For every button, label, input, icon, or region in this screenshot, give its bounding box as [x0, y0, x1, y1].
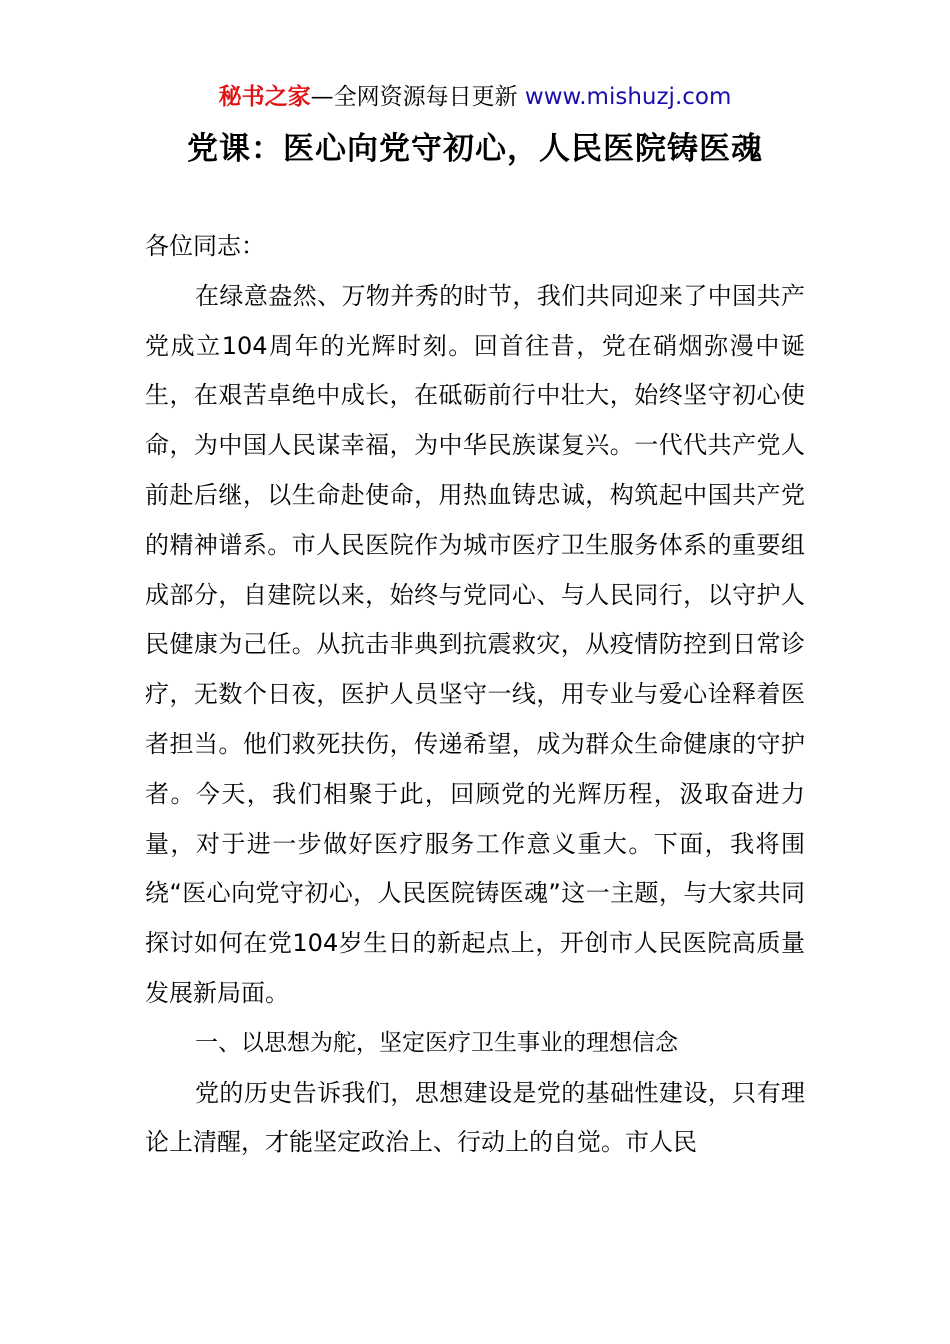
- site-header: [0, 80, 950, 114]
- section-paragraph: 党的历史告诉我们，思想建设是党的基础性建设，只有理论上清醒，才能坚定政治上、行动上的自觉。市人民: [145, 1078, 805, 1157]
- intro-paragraph: 在绿意盎然、万物并秀的时节，我们共同迎来了中国共产党成立104周年的光辉时刻。回首往昔，党在硝烟弥漫中诞生，在艰苦卓绝中成长，在砥砺前行中壮大，始终坚守初心使命，为中国人民谋幸福，为中华民族谋复兴。一代代共产党人前赴后继，以生命赴使命，用热血铸忠诚，构筑起中国共产党的精神谱系。市人民医院作为城市医疗卫生服务体系的重要组成部分，自建院以来，始终与党同心、与人民同行，以守护人民健康为己任。从抗击非典到抗震救灾，从疫情防控到日常诊疗，无数个日夜，医护人员坚守一线，用专业与爱心诠释着医者担当。他们救死扶伤，传递希望，成为群众生命健康的守护者。今天，我们相聚于此，回顾党的光辉历程，汲取奋进力量，对于进一步做好医疗服务工作意义重大。下面，我将围绕“医心向党守初心，人民医院铸医魂”这一主题，与大家共同探讨如何在党104岁生日的新起点上，开创市人民医院高质量发展新局面。: [145, 281, 805, 1007]
- salutation: 各位同志：: [145, 232, 265, 260]
- document-body: [145, 222, 805, 1168]
- document-title: 党课：医心向党守初心，人民医院铸医魂: [187, 131, 763, 167]
- site-url-link[interactable]: www.mishuzj.com: [524, 84, 732, 110]
- brand-name: 秘书之家: [218, 84, 311, 110]
- section-heading: 一、以思想为舵，坚定医疗卫生事业的理想信念: [195, 1029, 678, 1056]
- site-slogan: —全网资源每日更新: [310, 84, 518, 110]
